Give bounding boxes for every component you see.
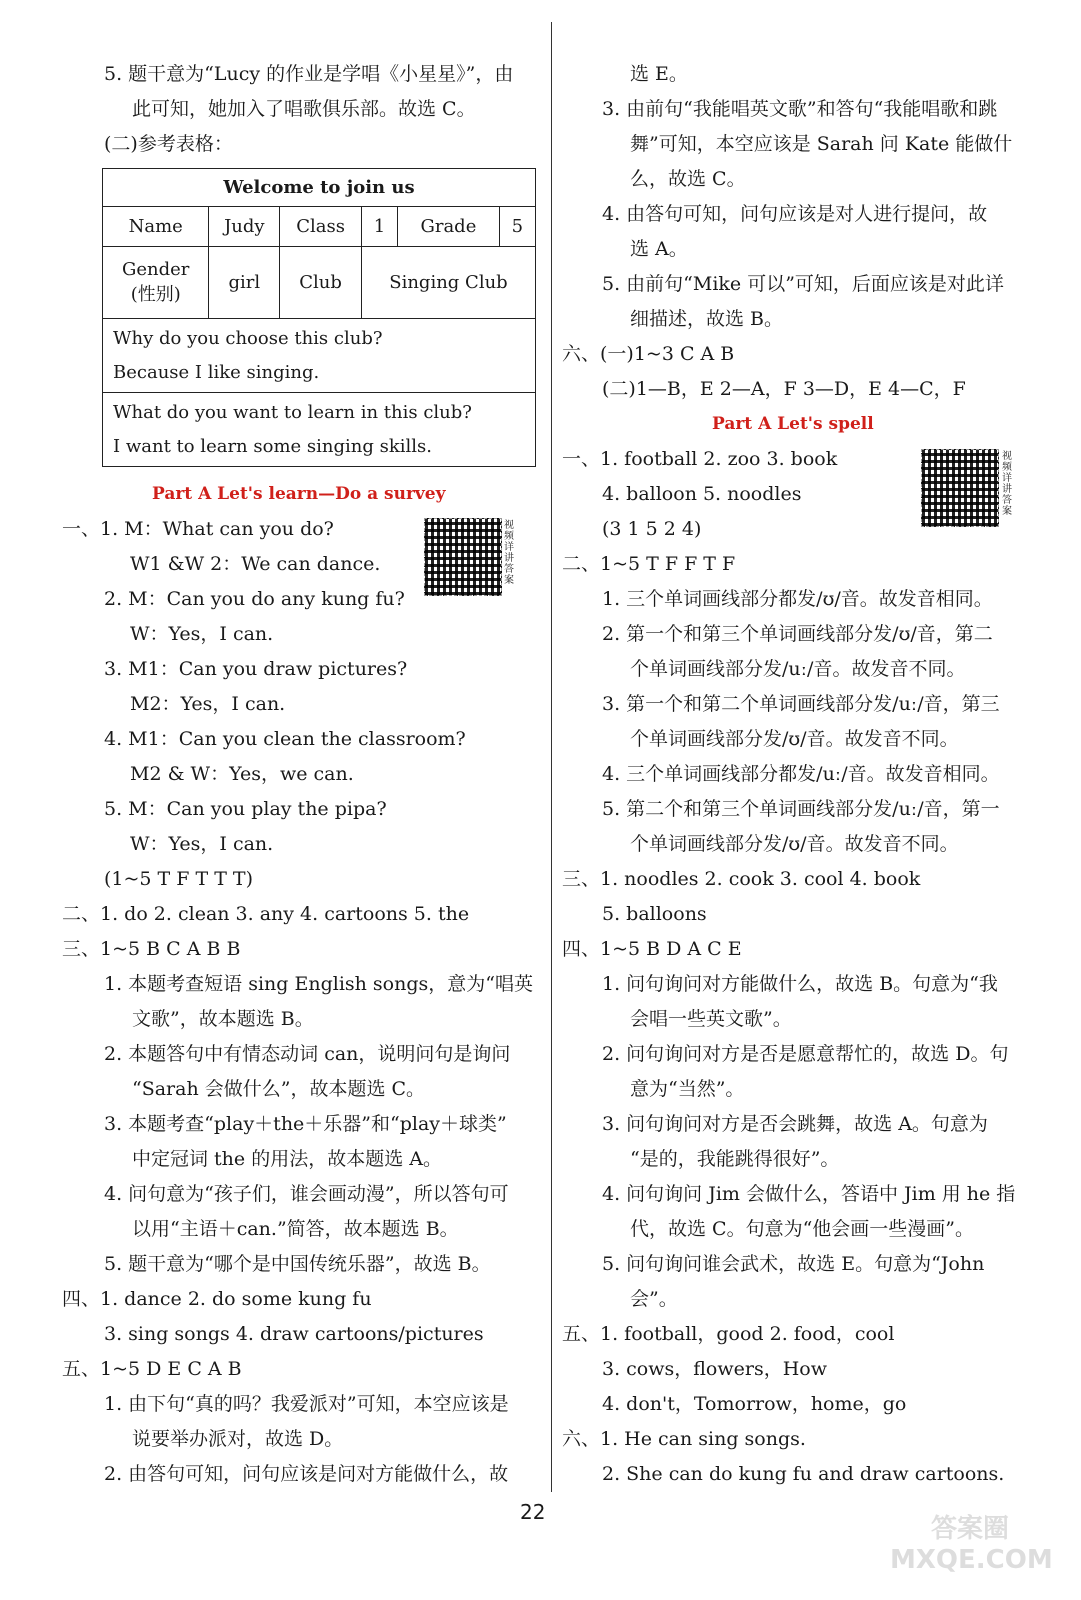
left-line: 此可知，她加入了唱歌俱乐部。故选 C。 bbox=[132, 98, 476, 120]
answer-1-text: Because I like singing. bbox=[113, 361, 320, 383]
left-line: 2. M：Can you do any kung fu? bbox=[104, 588, 405, 610]
watermark-logo: 答案圈 MXQE.COM bbox=[890, 1514, 1053, 1575]
right-line: 3. 由前句“我能唱英文歌”和答句“我能唱歌和跳 bbox=[602, 98, 998, 120]
cell-gender-value: girl bbox=[209, 247, 280, 319]
right-line: “是的，我能跳得很好”。 bbox=[630, 1148, 840, 1170]
cell-class-label: Class bbox=[280, 207, 362, 247]
left-line: 4. 问句意为“孩子们，谁会画动漫”，所以答句可 bbox=[104, 1183, 509, 1205]
gender-label-en: Gender bbox=[122, 259, 190, 280]
right-line: 选 A。 bbox=[630, 238, 688, 260]
cell-gender-label bbox=[103, 247, 209, 319]
right-line: 4. 三个单词画线部分都发/uː/音。故发音相同。 bbox=[602, 763, 1000, 785]
left-line: W：Yes，I can. bbox=[130, 623, 274, 645]
left-line: 三、1~5 B C A B B bbox=[62, 938, 241, 960]
right-line: 4. 由答句可知，问句应该是对人进行提问，故 bbox=[602, 203, 988, 225]
qr-code-2[interactable] bbox=[921, 449, 999, 527]
cell-club-value: Singing Club bbox=[361, 247, 535, 319]
right-line: 舞”可知，本空应该是 Sarah 问 Kate 能做什 bbox=[630, 133, 1013, 155]
right-line: 选 E。 bbox=[630, 63, 688, 85]
cell-name-value: Judy bbox=[209, 207, 280, 247]
right-line: 5. balloons bbox=[602, 903, 707, 925]
left-line: (1~5 T F T T T) bbox=[104, 868, 253, 890]
left-line: 中定冠词 the 的用法，故本题选 A。 bbox=[132, 1148, 442, 1170]
right-line: 个单词画线部分发/ʊ/音。故发音不同。 bbox=[630, 833, 959, 855]
left-line: 2. 由答句可知，问句应该是问对方能做什么，故 bbox=[104, 1463, 509, 1485]
right-line: 2. 问句询问对方是否是愿意帮忙的，故选 D。句 bbox=[602, 1043, 1009, 1065]
cell-grade-value: 5 bbox=[499, 207, 535, 247]
right-line: 1. 问句询问对方能做什么，故选 B。句意为“我 bbox=[602, 973, 998, 995]
left-line: M2：Yes，I can. bbox=[130, 693, 286, 715]
cell-name-label: Name bbox=[103, 207, 209, 247]
left-line: (二)参考表格： bbox=[104, 133, 233, 155]
left-line: 1. 由下句“真的吗？我爱派对”可知，本空应该是 bbox=[104, 1393, 509, 1415]
left-line: 5. M：Can you play the pipa? bbox=[104, 798, 387, 820]
right-line: 2. She can do kung fu and draw cartoons. bbox=[602, 1463, 1005, 1485]
right-line: 四、1~5 B D A C E bbox=[562, 938, 742, 960]
left-line: “Sarah 会做什么”，故本题选 C。 bbox=[132, 1078, 426, 1100]
right-line: 代，故选 C。句意为“他会画一些漫画”。 bbox=[630, 1218, 975, 1240]
right-line: 三、1. noodles 2. cook 3. cool 4. book bbox=[562, 868, 921, 890]
left-line: 以用“主语＋can.”简答，故本题选 B。 bbox=[132, 1218, 459, 1240]
left-line: 1. 本题考查短语 sing English songs，意为“唱英 bbox=[104, 973, 533, 995]
right-line: 么，故选 C。 bbox=[630, 168, 746, 190]
cell-question-1 bbox=[103, 319, 536, 393]
left-line: 五、1~5 D E C A B bbox=[62, 1358, 242, 1380]
left-line: 3. M1：Can you draw pictures? bbox=[104, 658, 408, 680]
left-line: 二、1. do 2. clean 3. any 4. cartoons 5. the bbox=[62, 903, 470, 925]
question-2-text: What do you want to learn in this club? bbox=[113, 401, 472, 423]
club-form-table bbox=[102, 168, 536, 467]
cell-club-label: Club bbox=[280, 247, 362, 319]
right-line: 3. 第一个和第二个单词画线部分发/uː/音，第三 bbox=[602, 693, 1000, 715]
right-line: 1. 三个单词画线部分都发/ʊ/音。故发音相同。 bbox=[602, 588, 993, 610]
left-line: 2. 本题答句中有情态动词 can，说明问句是询问 bbox=[104, 1043, 511, 1065]
right-line: 个单词画线部分发/uː/音。故发音不同。 bbox=[630, 658, 966, 680]
page-number: 22 bbox=[520, 1500, 546, 1524]
cell-grade-label: Grade bbox=[398, 207, 500, 247]
question-1-text: Why do you choose this club? bbox=[113, 327, 383, 349]
right-line: 5. 问句询问谁会武术，故选 E。句意为“John bbox=[602, 1253, 985, 1275]
left-line: 5. 题干意为“哪个是中国传统乐器”，故选 B。 bbox=[104, 1253, 491, 1275]
cell-question-2 bbox=[103, 393, 536, 467]
gender-label-cn: (性别) bbox=[130, 284, 181, 305]
answer-2-text: I want to learn some singing skills. bbox=[113, 435, 432, 457]
qr-label-2: 视频详讲答案 bbox=[1002, 451, 1012, 517]
left-line: 3. 本题考查“play＋the＋乐器”和“play＋球类” bbox=[104, 1113, 507, 1135]
left-line: 四、1. dance 2. do some kung fu bbox=[62, 1288, 372, 1310]
right-line: 5. 第二个和第三个单词画线部分发/uː/音，第一 bbox=[602, 798, 1000, 820]
section-heading: Part A Let's spell bbox=[712, 414, 874, 434]
cell-class-value: 1 bbox=[361, 207, 397, 247]
qr-code-1[interactable] bbox=[424, 518, 502, 596]
table-title: Welcome to join us bbox=[103, 169, 536, 207]
right-line: (二)1—B，E 2—A，F 3—D，E 4—C，F bbox=[602, 378, 966, 400]
right-line: 六、(一)1~3 C A B bbox=[562, 343, 735, 365]
right-line: 意为“当然”。 bbox=[630, 1078, 745, 1100]
left-line: 4. M1：Can you clean the classroom? bbox=[104, 728, 466, 750]
right-line: 5. 由前句“Mike 可以”可知，后面应该是对此详 bbox=[602, 273, 1004, 295]
section-heading: Part A Let's learn—Do a survey bbox=[152, 484, 446, 504]
right-line: 会”。 bbox=[630, 1288, 678, 1310]
right-line: 六、1. He can sing songs. bbox=[562, 1428, 806, 1450]
column-divider bbox=[551, 22, 552, 1492]
right-line: 4. balloon 5. noodles bbox=[602, 483, 802, 505]
right-line: (3 1 5 2 4) bbox=[602, 518, 702, 540]
right-line: 会唱一些英文歌”。 bbox=[630, 1008, 792, 1030]
qr-label-1: 视频详讲答案 bbox=[504, 520, 514, 586]
right-line: 3. 问句询问对方是否会跳舞，故选 A。句意为 bbox=[602, 1113, 988, 1135]
right-line: 个单词画线部分发/ʊ/音。故发音不同。 bbox=[630, 728, 959, 750]
left-line: 5. 题干意为“Lucy 的作业是学唱《小星星》”，由 bbox=[104, 63, 514, 85]
right-line: 4. 问句询问 Jim 会做什么，答语中 Jim 用 he 指 bbox=[602, 1183, 1016, 1205]
left-line: 一、1. M：What can you do? bbox=[62, 518, 334, 540]
left-line: 文歌”，故本题选 B。 bbox=[132, 1008, 314, 1030]
right-line: 3. cows，flowers，How bbox=[602, 1358, 827, 1380]
right-line: 一、1. football 2. zoo 3. book bbox=[562, 448, 838, 470]
left-line: W1 &W 2：We can dance. bbox=[130, 553, 381, 575]
right-line: 五、1. football，good 2. food，cool bbox=[562, 1323, 895, 1345]
right-line: 细描述，故选 B。 bbox=[630, 308, 784, 330]
left-line: M2 & W：Yes，we can. bbox=[130, 763, 354, 785]
right-line: 4. don't，Tomorrow，home，go bbox=[602, 1393, 907, 1415]
left-line: W：Yes，I can. bbox=[130, 833, 274, 855]
left-line: 3. sing songs 4. draw cartoons/pictures bbox=[104, 1323, 484, 1345]
right-line: 二、1~5 T F F T F bbox=[562, 553, 736, 575]
right-line: 2. 第一个和第三个单词画线部分发/ʊ/音，第二 bbox=[602, 623, 993, 645]
left-line: 说要举办派对，故选 D。 bbox=[132, 1428, 344, 1450]
